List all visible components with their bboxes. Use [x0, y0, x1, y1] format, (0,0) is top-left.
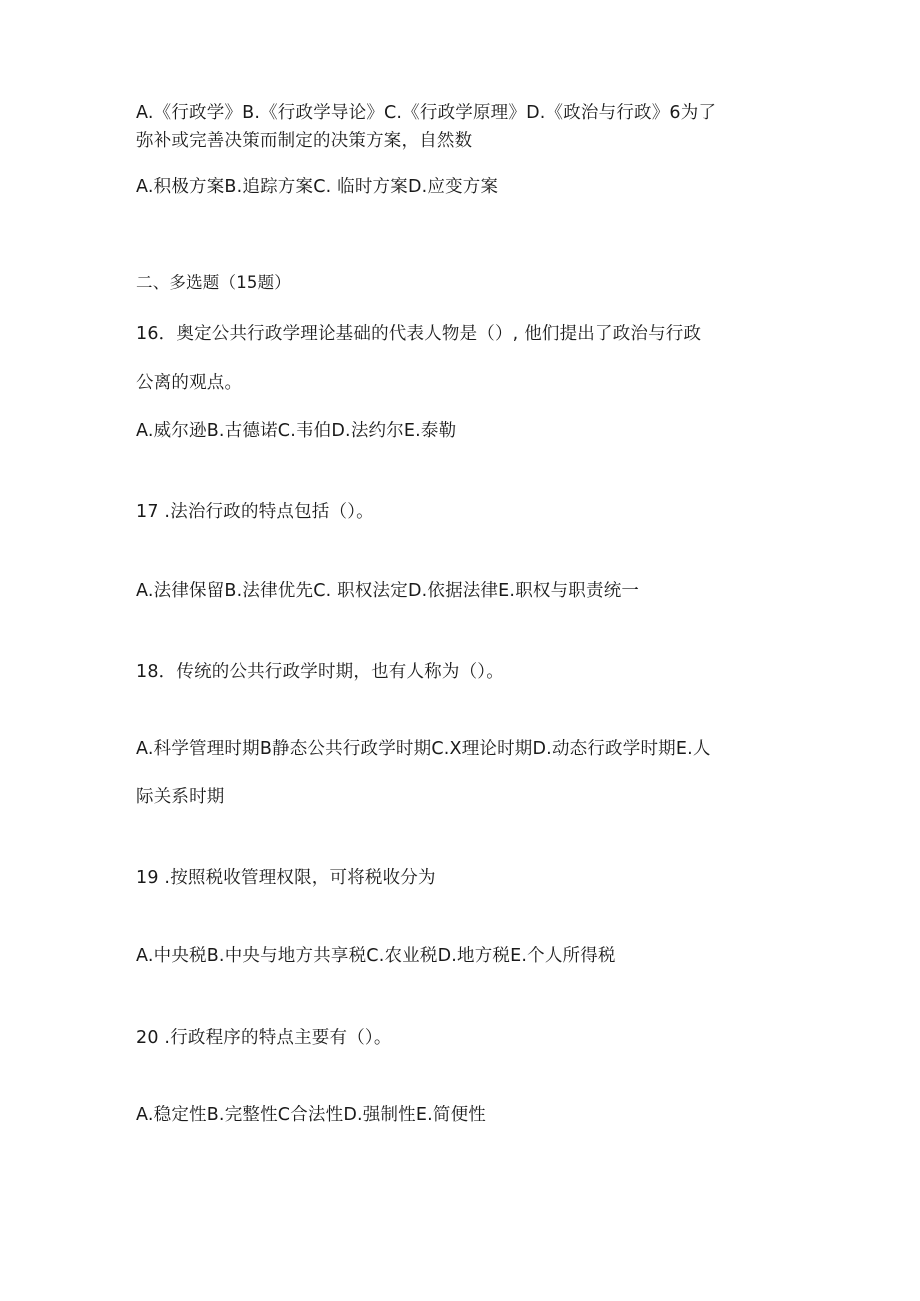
question-text-q6: 弥补或完善决策而制定的决策方案，自然数 — [136, 131, 473, 151]
question-text-q20: 20 .行政程序的特点主要有（）。 — [136, 1028, 392, 1048]
question-text-q16: 16．奥定公共行政学理论基础的代表人物是（）, 他们提出了政治与行政 — [136, 324, 702, 344]
section-heading: 二、多选题（15题） — [136, 273, 291, 292]
options-line-q16: A.威尔逊B.古德诺C.韦伯D.法约尔E.泰勒 — [136, 421, 457, 441]
options-line-q5: A.《行政学》B.《行政学导论》C.《行政学原理》D.《政治与行政》6为了 — [136, 103, 717, 123]
options-line-q17: A.法律保留B.法律优先C. 职权法定D.依据法律E.职权与职责统一 — [136, 581, 640, 601]
options-line-q20: A.稳定性B.完整性C合法性D.强制性E.简便性 — [136, 1105, 486, 1125]
question-text-q18: 18．传统的公共行政学时期，也有人称为（）。 — [136, 662, 504, 682]
options-line-q19: A.中央税B.中央与地方共享税C.农业税D.地方税E.个人所得税 — [136, 946, 616, 966]
options-line-q6: A.积极方案B.追踪方案C. 临时方案D.应变方案 — [136, 177, 499, 197]
question-text-q17: 17 .法治行政的特点包括（）。 — [136, 502, 374, 522]
options-line-q18: A.科学管理时期B静态公共行政学时期C.X理论时期D.动态行政学时期E.人 — [136, 739, 711, 759]
options-line-q18-cont: 际关系时期 — [136, 787, 225, 807]
question-text-q16-cont: 公离的观点。 — [136, 373, 243, 393]
question-text-q19: 19 .按照税收管理权限，可将税收分为 — [136, 868, 436, 888]
